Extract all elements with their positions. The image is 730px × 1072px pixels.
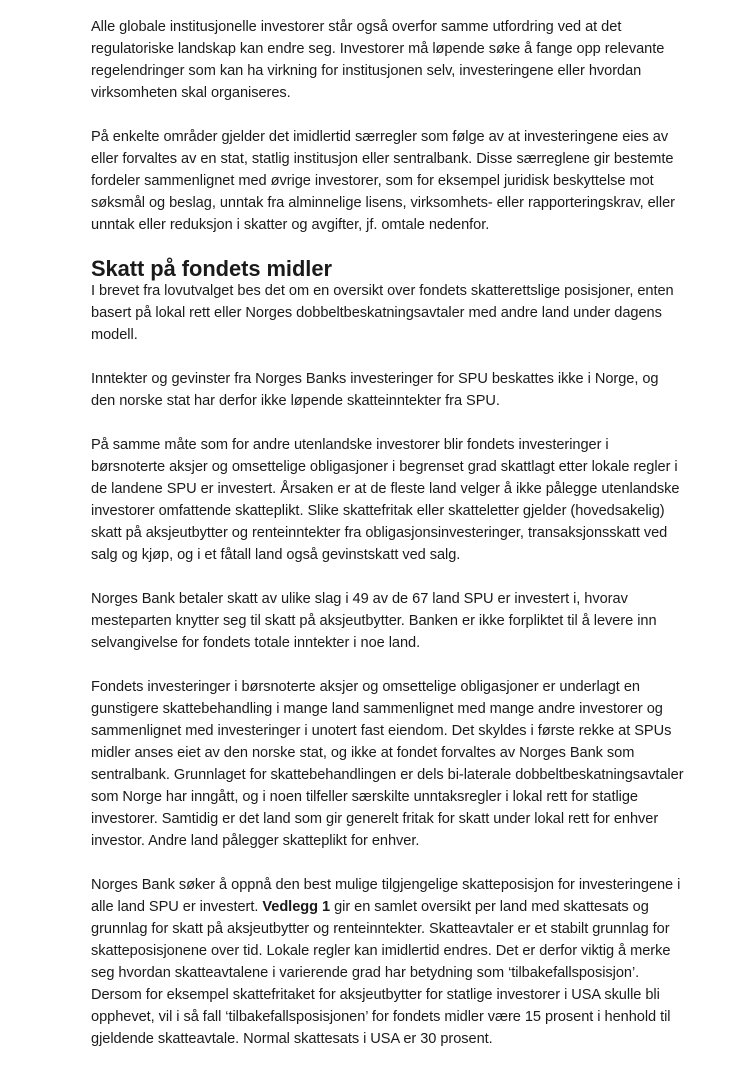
text-line: modell. — [91, 327, 138, 343]
text-line: Dersom for eksempel skattefritaket for aksjeutbytter for statlige investorer i USA skulle bli — [91, 987, 660, 1003]
text-line: Fondets investeringer i børsnoterte aksjer og omsettelige obligasjoner er underlagt en — [91, 679, 640, 695]
text-line — [91, 896, 651, 918]
text-line: opphevet, vil i så fall ‘tilbakefallsposisjonen’ for fondets midler være 15 prosent i henhold til — [91, 1009, 671, 1025]
text-line: grunnlag for skatt på aksjeutbytter og renteinntekter. Skatteavtaler er et stabilt grunnlag for — [91, 921, 670, 937]
text-line: den norske stat har derfor ikke løpende skatteinntekter fra SPU. — [91, 393, 500, 409]
text-line: investorer. Samtidig er det land som gir generelt fritak for skatt under lokal rett for enhver — [91, 811, 659, 827]
section-heading-text: Skatt på fondets midler — [91, 256, 332, 281]
text-line: sentralbank. Grunnlaget for skattebehandlingen er dels bi-laterale dobbeltbeskatningsavtaler — [91, 767, 684, 783]
paragraph-best-tax-position — [91, 874, 681, 1050]
text-line: mesteparten knytter seg til skatt på aksjeutbytter. Banken er ikke forpliktet til å levere inn — [91, 613, 657, 629]
paragraph-countries-taxed — [91, 588, 657, 654]
text-line: som Norge har inngått, og i noen tilfeller særskilte unntaksregler i lokal rett for statlige — [91, 789, 638, 805]
text-line: unntak eller reduksjon i skatter og avgifter, jf. omtale nedenfor. — [91, 217, 490, 233]
text-line: Alle globale institusjonelle investorer står også overfor samme utfordring ved at det — [91, 19, 622, 35]
text-line: fordeler sammenlignet med øvrige investorer, som for eksempel juridisk beskyttelse mot — [91, 173, 654, 189]
paragraph-no-tax-in-norway — [91, 368, 659, 412]
text-segment: alle land SPU er investert. — [91, 899, 263, 915]
paragraph-foreign-investor-tax — [91, 434, 680, 566]
text-line: søksmål og beslag, unntak fra alminnelige lisens, virksomhets- eller rapporteringskrav, eller — [91, 195, 675, 211]
text-line: På samme måte som for andre utenlandske investorer blir fondets investeringer i — [91, 437, 609, 453]
text-line: basert på lokal rett eller Norges dobbeltbeskatningsavtaler med andre land under dagens — [91, 305, 662, 321]
text-line: På enkelte områder gjelder det imidlertid særregler som følge av at investeringene eies av — [91, 129, 669, 145]
paragraph-regulatory-landscape — [91, 16, 665, 104]
text-line: gjeldende skatteavtale. Normal skattesats i USA er 30 prosent. — [91, 1031, 493, 1047]
text-line: eller forvaltes av en stat, statlig institusjon eller sentralbank. Disse særreglene gir bestemte — [91, 151, 674, 167]
text-line: regulatoriske landskap kan endre seg. Investorer må løpende søke å fange opp relevante — [91, 41, 665, 57]
section-heading — [91, 258, 651, 280]
text-line: de landene SPU er investert. Årsaken er at de fleste land velger å ikke pålegge utenlandske — [91, 481, 680, 497]
text-line: gunstigere skattebehandling i mange land sammenlignet med mange andre investorer og — [91, 701, 663, 717]
text-line: skatteposisjonene over tid. Lokale regler kan imidlertid endres. Det er derfor viktig å merke — [91, 943, 671, 959]
text-line: seg hvordan skatteavtalene i varierende grad har betydning som ‘tilbakefallsposisjon’. — [91, 965, 640, 981]
text-line: midler anses eiet av den norske stat, og ikke at fondet forvaltes av Norges Bank som — [91, 745, 635, 761]
text-line: investor. Andre land pålegger skatteplikt for enhver. — [91, 833, 420, 849]
text-line: investorer omfattende skatteplikt. Slike skattefritak eller skatteletter gjelder (hovedsakelig) — [91, 503, 665, 519]
text-line: I brevet fra lovutvalget bes det om en oversikt over fondets skatterettslige posisjoner, enten — [91, 283, 674, 299]
text-line: virksomheten skal organiseres. — [91, 85, 291, 101]
paragraph-favorable-treatment — [91, 676, 684, 852]
paragraph-special-rules — [91, 126, 675, 236]
text-line: børsnoterte aksjer og omsettelige obligasjoner i begrenset grad skattlagt etter lokale regler i — [91, 459, 678, 475]
text-line: regelendringer som kan ha virkning for institusjonen selv, investeringene eller hvordan — [91, 63, 642, 79]
text-line: salg og kjøp, og i et fåtall land også gevinstskatt ved salg. — [91, 547, 461, 563]
appendix-reference: Vedlegg 1 — [262, 899, 331, 915]
text-line: sammenlignet med investeringer i unotert fast eiendom. Det skyldes i første rekke at SPUs — [91, 723, 672, 739]
text-line: Inntekter og gevinster fra Norges Banks investeringer for SPU beskattes ikke i Norge, og — [91, 371, 659, 387]
text-line: skatt på aksjeutbytter og renteinntekter fra obligasjonsinvesteringer, transaksjonsskatt ved — [91, 525, 668, 541]
text-segment: gir en samlet oversikt per land med skattesats og — [330, 899, 649, 915]
text-line: Norges Bank søker å oppnå den best mulige tilgjengelige skatteposisjon for investeringene i — [91, 877, 681, 893]
text-line: selvangivelse for fondets totale inntekter i noe land. — [91, 635, 421, 651]
document-page — [91, 16, 684, 1072]
text-line: Norges Bank betaler skatt av ulike slag i 49 av de 67 land SPU er investert i, hvorav — [91, 591, 628, 607]
paragraph-letter-request — [91, 280, 674, 346]
